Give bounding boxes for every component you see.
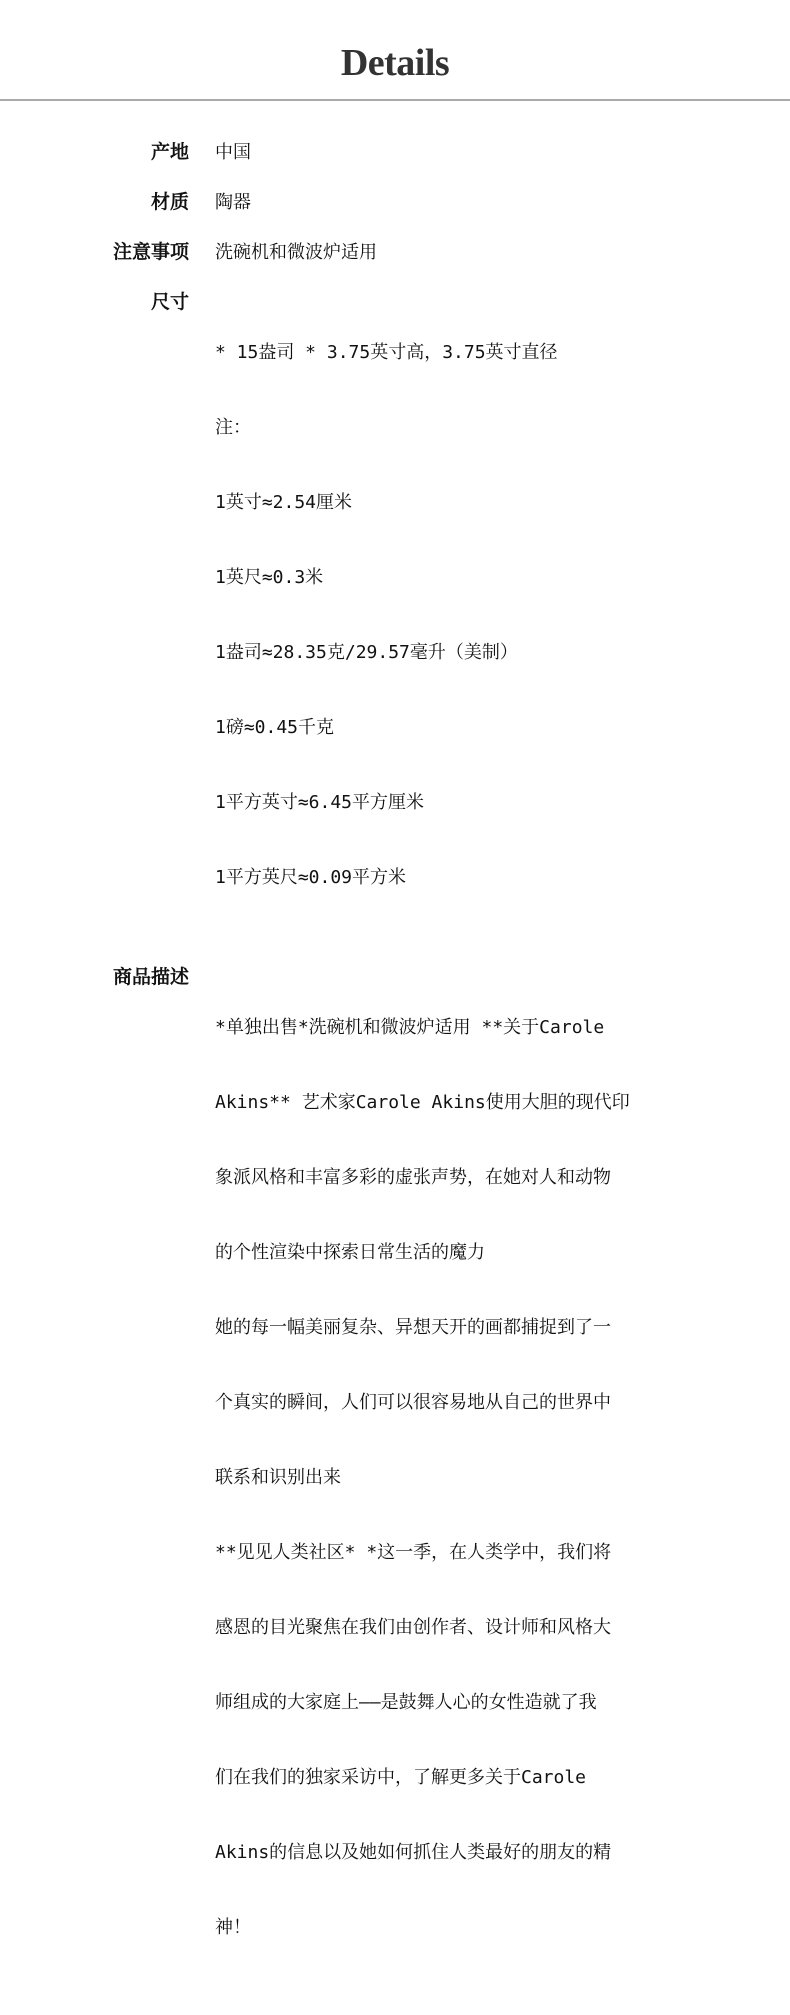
- size-line: 1英尺≈0.3米: [215, 567, 324, 588]
- care-value: 洗碗机和微波炉适用: [215, 242, 377, 263]
- size-line: 1平方英寸≈6.45平方厘米: [215, 792, 425, 813]
- description-line: 她的每一幅美丽复杂、异想天开的画都捕捉到了一: [215, 1317, 611, 1338]
- size-line: 1盎司≈28.35克/29.57毫升（美制）: [215, 642, 518, 663]
- description-line: *单独出售*洗碗机和微波炉适用 **关于Carole: [215, 1017, 605, 1038]
- origin-label: 产地: [150, 141, 189, 163]
- size-line: 1磅≈0.45千克: [215, 717, 335, 738]
- description-line: 们在我们的独家采访中，了解更多关于Carole: [215, 1767, 587, 1788]
- description-line: 象派风格和丰富多彩的虚张声势，在她对人和动物: [215, 1167, 611, 1188]
- description-label: 商品描述: [112, 966, 189, 988]
- detail-row-description: [0, 965, 790, 1990]
- title-divider: [0, 99, 790, 101]
- care-label: 注意事项: [112, 241, 189, 263]
- description-line: **见见人类社区* *这一季，在人类学中，我们将: [215, 1542, 612, 1563]
- size-line: * 15盎司 * 3.75英寸高，3.75英寸直径: [215, 342, 558, 363]
- detail-row-origin: [0, 140, 790, 165]
- description-line: 联系和识别出来: [215, 1467, 341, 1488]
- size-line: 1英寸≈2.54厘米: [215, 492, 353, 513]
- description-line: 的个性渲染中探索日常生活的魔力: [215, 1242, 485, 1263]
- detail-row-care: [0, 240, 790, 265]
- material-label: 材质: [150, 191, 189, 213]
- detail-row-material: [0, 190, 790, 215]
- material-value: 陶器: [215, 192, 251, 213]
- size-value: [215, 290, 680, 940]
- page-title: Details: [340, 42, 450, 84]
- description-line: 个真实的瞬间，人们可以很容易地从自己的世界中: [215, 1392, 611, 1413]
- description-line: Akins** 艺术家Carole Akins使用大胆的现代印: [215, 1092, 630, 1113]
- size-line: 1平方英尺≈0.09平方米: [215, 867, 407, 888]
- description-line: 神！: [215, 1917, 251, 1938]
- description-value: [215, 965, 680, 1990]
- size-line: 注：: [215, 417, 251, 438]
- size-label: 尺寸: [150, 291, 189, 313]
- details-list: [0, 140, 790, 2015]
- description-line: 感恩的目光聚焦在我们由创作者、设计师和风格大: [215, 1617, 611, 1638]
- origin-value: 中国: [215, 142, 251, 163]
- detail-row-size: [0, 290, 790, 940]
- description-line: Akins的信息以及她如何抓住人类最好的朋友的精: [215, 1842, 612, 1863]
- description-line: 师组成的大家庭上——是鼓舞人心的女性造就了我: [215, 1692, 597, 1713]
